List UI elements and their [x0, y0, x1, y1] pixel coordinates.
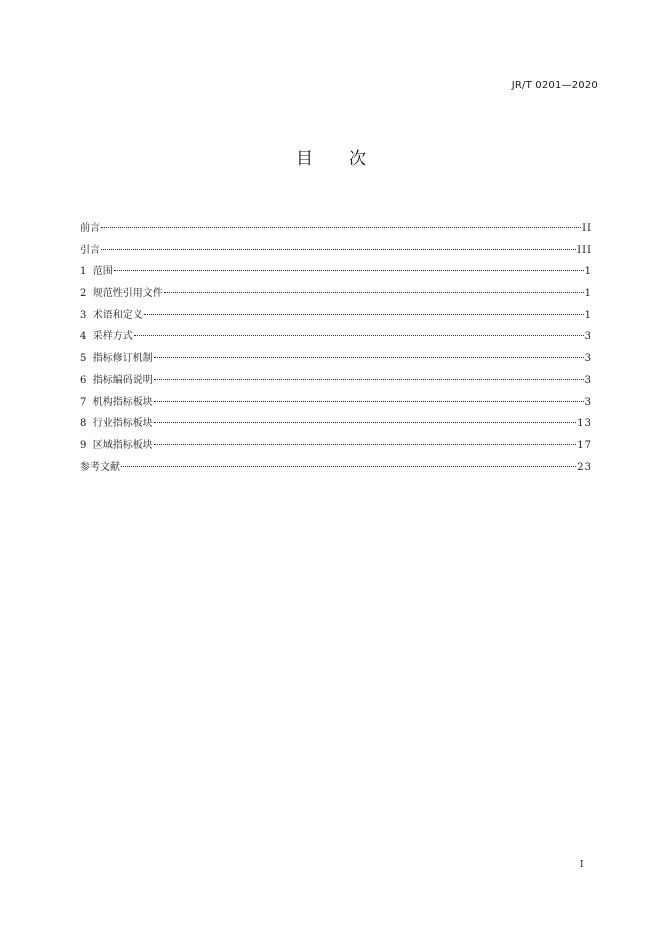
- toc-entry-label: 术语和定义: [92, 309, 143, 321]
- toc-entry-label: 机构指标板块: [92, 396, 153, 408]
- toc-entry-label: 引言: [80, 244, 100, 256]
- toc-entry-page: 1: [584, 266, 592, 278]
- toc-title-left: 目: [296, 149, 313, 169]
- page-number: I: [580, 860, 584, 870]
- toc-title: [0, 144, 662, 169]
- toc-list: [80, 221, 592, 481]
- toc-entry-2[interactable]: [80, 286, 592, 308]
- toc-dot-leader: [154, 401, 584, 402]
- toc-entry-references[interactable]: [80, 460, 592, 482]
- toc-entry-page: 17: [577, 439, 592, 451]
- toc-entry-number: 6: [80, 374, 87, 386]
- toc-entry-page: 3: [584, 353, 592, 365]
- toc-entry-label: 区域指标板块: [92, 439, 153, 451]
- toc-entry-label: 参考文献: [80, 461, 120, 473]
- toc-entry-number: 7: [80, 396, 87, 408]
- toc-entry-label: 规范性引用文件: [92, 288, 163, 300]
- toc-entry-number: 9: [80, 439, 87, 451]
- toc-dot-leader: [134, 335, 584, 336]
- toc-entry-page: III: [577, 244, 592, 256]
- toc-dot-leader: [114, 270, 584, 271]
- toc-entry-label: 指标修订机制: [92, 353, 153, 365]
- toc-entry-3[interactable]: [80, 308, 592, 330]
- toc-entry-number: 2: [80, 288, 87, 300]
- toc-entry-page: 1: [584, 288, 592, 300]
- toc-dot-leader: [154, 444, 577, 445]
- toc-entry-foreword[interactable]: [80, 221, 592, 243]
- toc-dot-leader: [154, 357, 584, 358]
- toc-entry-label: 指标编码说明: [92, 374, 153, 386]
- toc-dot-leader: [121, 466, 576, 467]
- toc-entry-label: 范围: [92, 266, 113, 278]
- toc-entry-page: 23: [577, 461, 592, 473]
- toc-entry-number: 3: [80, 309, 87, 321]
- toc-entry-page: 3: [584, 331, 592, 343]
- toc-dot-leader: [154, 379, 584, 380]
- toc-entry-8[interactable]: [80, 416, 592, 438]
- toc-entry-page: 13: [577, 418, 592, 430]
- toc-entry-page: 1: [584, 309, 592, 321]
- toc-entry-label: 采样方式: [92, 331, 133, 343]
- toc-entry-number: 4: [80, 331, 87, 343]
- toc-dot-leader: [101, 249, 576, 250]
- toc-entry-page: 3: [584, 374, 592, 386]
- toc-dot-leader: [144, 314, 584, 315]
- toc-entry-page: 3: [584, 396, 592, 408]
- toc-entry-page: II: [582, 223, 592, 234]
- standard-code: JR/T 0201—2020: [511, 80, 598, 91]
- toc-entry-introduction[interactable]: [80, 243, 592, 265]
- toc-entry-number: 1: [80, 266, 87, 278]
- toc-entry-1[interactable]: [80, 264, 592, 286]
- toc-dot-leader: [101, 227, 581, 228]
- toc-entry-6[interactable]: [80, 373, 592, 395]
- toc-dot-leader: [164, 292, 584, 293]
- toc-entry-9[interactable]: [80, 438, 592, 460]
- toc-dot-leader: [154, 422, 577, 423]
- toc-entry-number: 8: [80, 418, 87, 430]
- toc-entry-label: 行业指标板块: [92, 418, 153, 430]
- toc-entry-7[interactable]: [80, 395, 592, 417]
- toc-entry-label: 前言: [80, 223, 100, 234]
- toc-entry-5[interactable]: [80, 351, 592, 373]
- toc-entry-number: 5: [80, 353, 87, 365]
- toc-title-right: 次: [349, 149, 366, 169]
- toc-entry-4[interactable]: [80, 329, 592, 351]
